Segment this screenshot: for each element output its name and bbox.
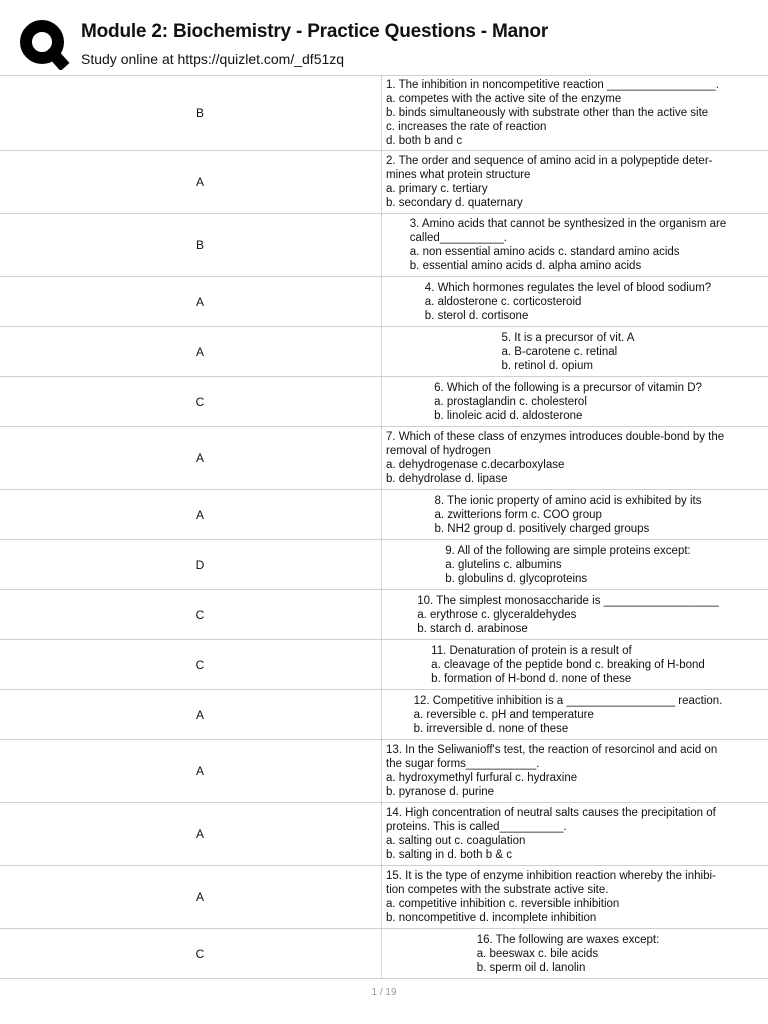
answer-cell: C xyxy=(195,946,205,961)
question-cell xyxy=(386,590,750,639)
question-cell xyxy=(386,929,750,978)
study-online-link[interactable]: Study online at https://quizlet.com/_df51zq xyxy=(81,51,345,67)
column-divider xyxy=(381,690,382,739)
column-divider xyxy=(381,327,382,376)
answer-cell: A xyxy=(195,707,204,722)
table-row xyxy=(0,803,768,866)
table-row xyxy=(0,427,768,490)
column-divider xyxy=(381,151,382,213)
question-text: 10. The simplest monosaccharide is __________________ a. erythrose c. glyceraldehydes b. starch d. arabinose xyxy=(417,594,719,635)
table-row xyxy=(0,490,768,540)
question-cell xyxy=(386,151,750,213)
question-text: 5. It is a precursor of vit. A a. B-carotene c. retinal b. retinol d. opium xyxy=(501,331,635,372)
answer-cell: C xyxy=(195,607,205,622)
answer-cell: D xyxy=(195,557,205,572)
table-row xyxy=(0,640,768,690)
table-row xyxy=(0,327,768,377)
column-divider xyxy=(381,803,382,865)
column-divider xyxy=(381,76,382,150)
question-text: 15. It is the type of enzyme inhibition reaction whereby the inhibi- tion competes with the substrate active site. a. competitive inhibition c. reversible inhibition b. noncompetitive d. incomplete inhibition xyxy=(386,870,716,924)
question-cell xyxy=(386,76,750,150)
question-text: 7. Which of these class of enzymes introduces double-bond by the removal of hydrogen a. dehydrogenase c.decarboxylase b. dehydrolase d. lipase xyxy=(386,431,725,485)
answer-cell: A xyxy=(195,451,204,465)
question-cell xyxy=(386,377,750,426)
question-cell xyxy=(386,214,750,276)
question-cell xyxy=(386,690,750,739)
answer-cell: A xyxy=(195,764,204,778)
question-cell xyxy=(386,640,750,689)
question-text: 4. Which hormones regulates the level of blood sodium? a. aldosterone c. corticosteroid b. sterol d. cortisone xyxy=(424,281,712,322)
column-divider xyxy=(381,540,382,589)
question-text: 8. The ionic property of amino acid is exhibited by its a. zwitterions form c. COO group b. NH2 group d. positively charged groups xyxy=(434,494,702,535)
question-text: 12. Competitive inhibition is a _________________ reaction. a. reversible c. pH and temperature b. irreversible d. none of these xyxy=(413,694,723,735)
question-text: 1. The inhibition in noncompetitive reaction _________________. a. competes with the active site of the enzyme b. binds simultaneously with substrate other than the active site c. increases the rate of reaction d. both b and c xyxy=(386,79,719,147)
answer-cell: C xyxy=(195,394,205,409)
question-text: 14. High concentration of neutral salts causes the precipitation of proteins. This is called__________. a. salting out c. coagulation b. salting in d. both b & c xyxy=(386,807,716,861)
column-divider xyxy=(381,590,382,639)
table-row xyxy=(0,540,768,590)
question-text: 16. The following are waxes except: a. beeswax c. bile acids b. sperm oil d. lanolin xyxy=(476,933,660,974)
column-divider xyxy=(381,377,382,426)
question-text: 11. Denaturation of protein is a result of a. cleavage of the peptide bond c. breaking of H-bond b. formation of H-bond d. none of these xyxy=(431,644,705,685)
table-row xyxy=(0,590,768,640)
answer-cell: C xyxy=(195,657,205,672)
column-divider xyxy=(381,490,382,539)
table-row xyxy=(0,151,768,214)
question-cell xyxy=(386,866,750,928)
table-row xyxy=(0,929,768,979)
question-cell xyxy=(386,490,750,539)
question-text: 9. All of the following are simple proteins except: a. glutelins c. albumins b. globulins d. glycoproteins xyxy=(445,544,691,585)
table-row xyxy=(0,866,768,929)
question-cell xyxy=(386,803,750,865)
table-row xyxy=(0,214,768,277)
question-cell xyxy=(386,277,750,326)
answer-cell: A xyxy=(195,175,204,189)
question-cell xyxy=(386,740,750,802)
table-row xyxy=(0,377,768,427)
question-text: 13. In the Seliwanioff's test, the reaction of resorcinol and acid on the sugar forms___________. a. hydroxymethyl furfural c. hydraxine b. pyranose d. purine xyxy=(386,744,718,798)
quizlet-q-icon[interactable] xyxy=(18,18,70,70)
table-row xyxy=(0,75,768,151)
page-header xyxy=(0,0,768,75)
answer-cell: B xyxy=(195,106,204,120)
table-row xyxy=(0,690,768,740)
answer-cell: A xyxy=(195,294,204,309)
answer-cell: A xyxy=(195,890,204,904)
question-cell xyxy=(386,427,750,489)
page-title: Module 2: Biochemistry - Practice Questions - Manor xyxy=(81,21,549,42)
column-divider xyxy=(381,866,382,928)
answer-cell: A xyxy=(195,507,204,522)
column-divider xyxy=(381,427,382,489)
column-divider xyxy=(381,277,382,326)
table-row xyxy=(0,740,768,803)
page-number: 1 / 19 xyxy=(371,987,397,998)
column-divider xyxy=(381,740,382,802)
column-divider xyxy=(381,640,382,689)
answer-cell: B xyxy=(195,238,204,252)
question-cell xyxy=(386,327,750,376)
table-row xyxy=(0,277,768,327)
column-divider xyxy=(381,214,382,276)
answer-cell: A xyxy=(195,827,204,841)
question-cell xyxy=(386,540,750,589)
question-table xyxy=(0,75,768,979)
question-text: 3. Amino acids that cannot be synthesized in the organism are called__________. a. non essential amino acids c. standard amino acids b. essential amino acids d. alpha amino acids xyxy=(409,218,727,272)
column-divider xyxy=(381,929,382,978)
answer-cell: A xyxy=(195,344,204,359)
question-text: 6. Which of the following is a precursor of vitamin D? a. prostaglandin c. cholesterol b. linoleic acid d. aldosterone xyxy=(434,381,702,422)
question-text: 2. The order and sequence of amino acid in a polypeptide deter- mines what protein structure a. primary c. tertiary b. secondary d. quaternary xyxy=(386,155,713,209)
